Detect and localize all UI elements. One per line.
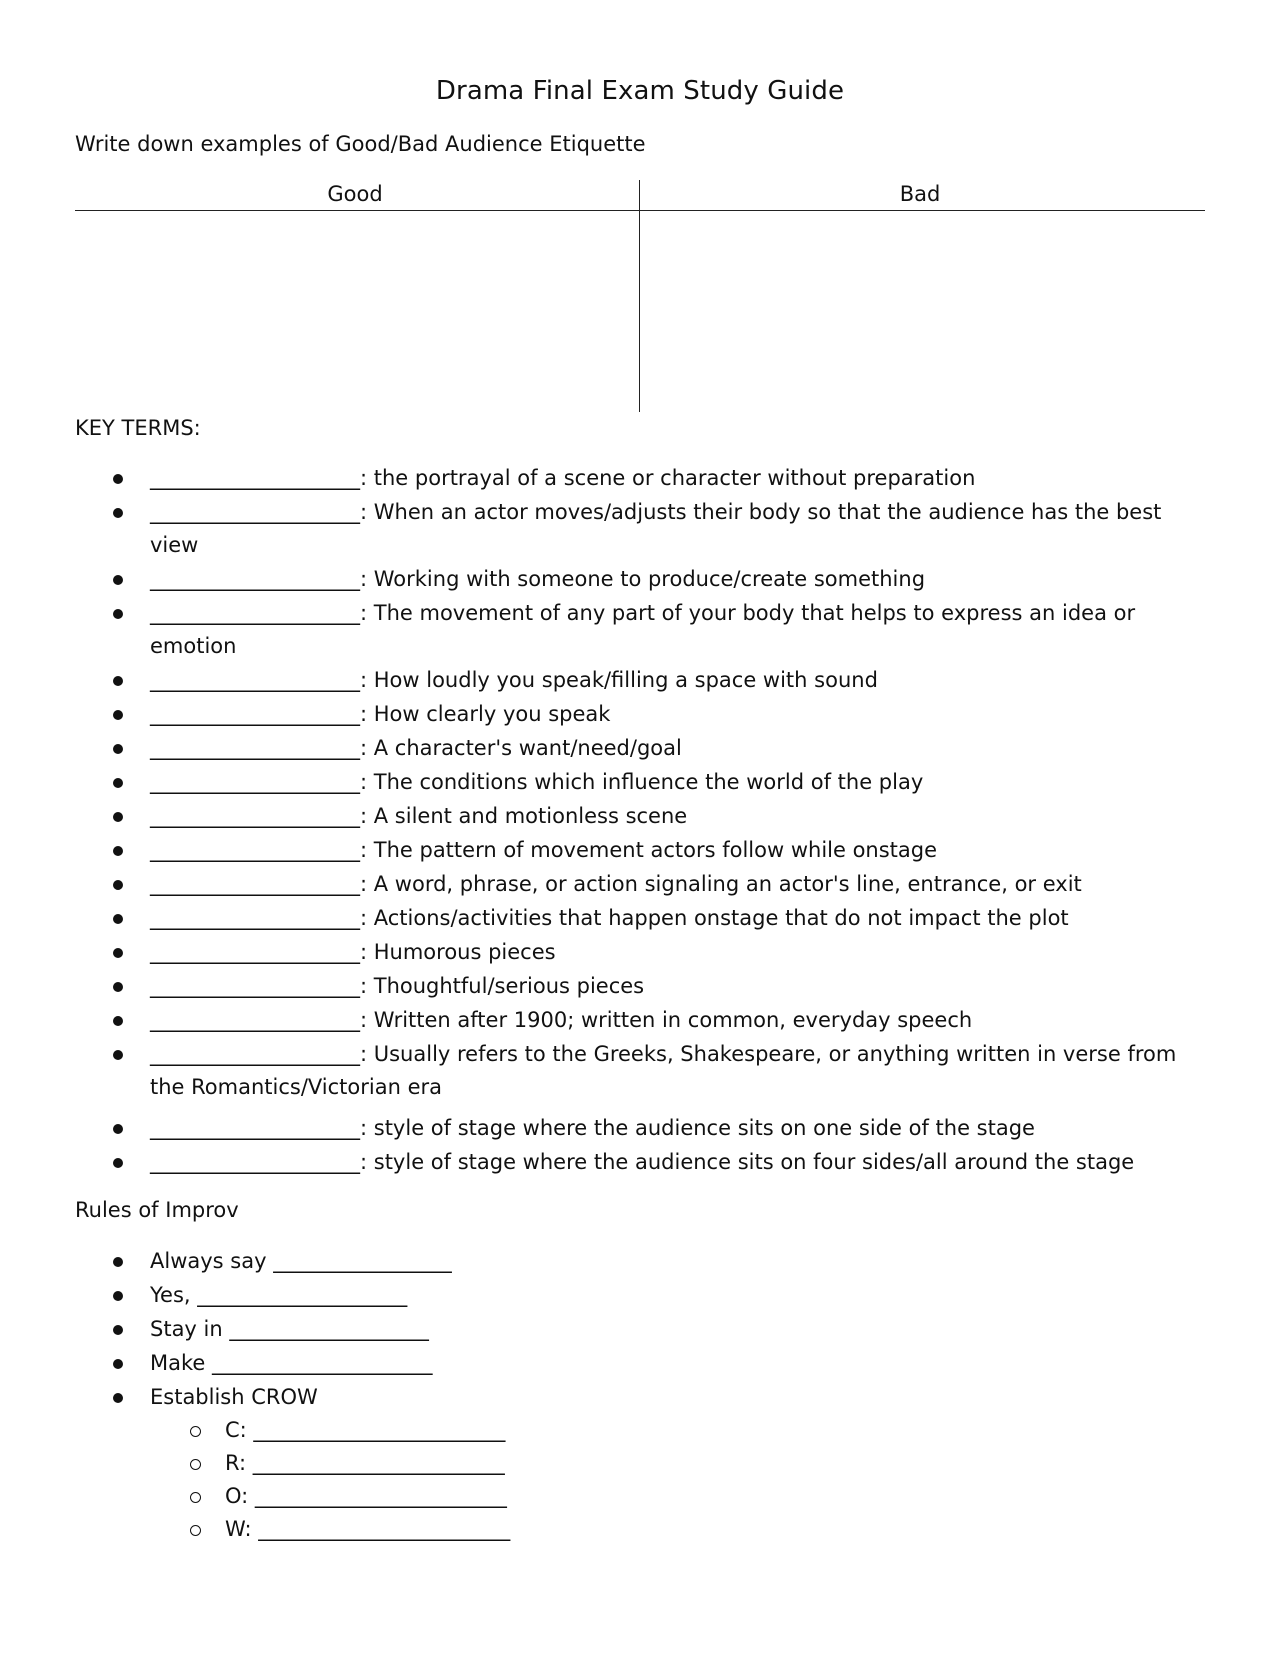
key-term-text: ____________________: style of stage where the audience sits on one side of the stage xyxy=(150,1116,1035,1140)
hollow-bullet-icon xyxy=(190,1459,201,1470)
bullet-icon xyxy=(113,1050,123,1060)
improv-rule-text: Establish CROW xyxy=(150,1385,318,1409)
bullet-icon xyxy=(113,474,123,484)
hollow-bullet-icon xyxy=(190,1426,201,1437)
key-term-text: ____________________: A character's want/need/goal xyxy=(150,736,682,760)
bullet-icon xyxy=(113,1325,123,1335)
t-chart-vertical-line xyxy=(639,180,640,412)
bullet-icon xyxy=(113,982,123,992)
bullet-icon xyxy=(113,609,123,619)
crow-text: R: ________________________ xyxy=(225,1451,505,1475)
improv-rule-text: Make _____________________ xyxy=(150,1351,433,1375)
key-term-text: ____________________: When an actor moves/adjusts their body so that the audience has the best view xyxy=(150,500,1162,557)
key-term-text: ____________________: the portrayal of a scene or character without preparation xyxy=(150,466,976,490)
bullet-icon xyxy=(113,710,123,720)
bullet-icon xyxy=(113,1291,123,1301)
key-term-text: ____________________: Working with someone to produce/create something xyxy=(150,567,926,591)
key-term-text: ____________________: style of stage where the audience sits on four sides/all around the stage xyxy=(150,1150,1135,1174)
key-term-text: ____________________: The movement of any part of your body that helps to express an idea or emotion xyxy=(150,601,1136,658)
crow-text: C: ________________________ xyxy=(225,1418,506,1442)
bullet-icon xyxy=(113,1158,123,1168)
bullet-icon xyxy=(113,1359,123,1369)
key-term-text: ____________________: How loudly you speak/filling a space with sound xyxy=(150,668,878,692)
key-term-text: ____________________: The pattern of movement actors follow while onstage xyxy=(150,838,938,862)
improv-rule-text: Yes, ____________________ xyxy=(150,1283,408,1307)
key-term-text: ____________________: Written after 1900; written in common, everyday speech xyxy=(150,1008,973,1032)
bullet-icon xyxy=(113,676,123,686)
bullet-icon xyxy=(113,812,123,822)
key-term-text: ____________________: Actions/activities that happen onstage that do not impact the plot xyxy=(150,906,1069,930)
key-term-text: ____________________: A word, phrase, or action signaling an actor's line, entrance, or exit xyxy=(150,872,1082,896)
key-term-text: ____________________: Humorous pieces xyxy=(150,940,556,964)
improv-rule-text: Stay in ___________________ xyxy=(150,1317,429,1341)
bullet-icon xyxy=(113,778,123,788)
bullet-icon xyxy=(113,1016,123,1026)
t-chart-horizontal-line xyxy=(75,210,1205,211)
hollow-bullet-icon xyxy=(190,1492,201,1503)
bullet-icon xyxy=(113,744,123,754)
good-column-header: Good xyxy=(327,182,383,206)
rules-of-improv-heading: Rules of Improv xyxy=(75,1198,239,1222)
bullet-icon xyxy=(113,508,123,518)
page-title: Drama Final Exam Study Guide xyxy=(435,76,845,106)
etiquette-instructions: Write down examples of Good/Bad Audience Etiquette xyxy=(75,132,646,156)
improv-rule-text: Always say _________________ xyxy=(150,1249,452,1273)
key-term-text: ____________________: How clearly you speak xyxy=(150,702,611,726)
bullet-icon xyxy=(113,1257,123,1267)
bullet-icon xyxy=(113,880,123,890)
bullet-icon xyxy=(113,948,123,958)
key-terms-heading: KEY TERMS: xyxy=(75,416,201,440)
bullet-icon xyxy=(113,1124,123,1134)
bad-column-header: Bad xyxy=(899,182,941,206)
key-term-text: ____________________: Thoughtful/serious pieces xyxy=(150,974,645,998)
key-term-text: ____________________: The conditions which influence the world of the play xyxy=(150,770,924,794)
hollow-bullet-icon xyxy=(190,1525,201,1536)
crow-text: O: ________________________ xyxy=(225,1484,507,1508)
key-term-text: ____________________: Usually refers to the Greeks, Shakespeare, or anything written in verse from the Romantics/Victorian era xyxy=(150,1042,1177,1099)
bullet-icon xyxy=(113,914,123,924)
bullet-icon xyxy=(113,1393,123,1403)
bullet-icon xyxy=(113,575,123,585)
key-term-text: ____________________: A silent and motionless scene xyxy=(150,804,688,828)
bullet-icon xyxy=(113,846,123,856)
crow-text: W: ________________________ xyxy=(225,1517,511,1541)
